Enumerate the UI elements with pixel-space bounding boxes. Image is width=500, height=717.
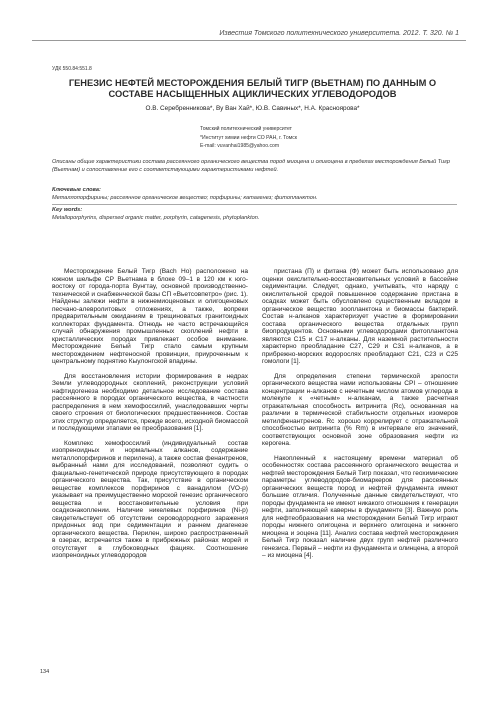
- affiliation-email: E-mail: vuvanhai1985@yahoo.com: [200, 143, 280, 150]
- udk-code: УДК 550.84:551.8: [52, 66, 92, 72]
- running-header: [0, 26, 500, 40]
- keywords-en-title: Key words:: [52, 207, 83, 214]
- keywords-block: [52, 187, 457, 222]
- journal-title: Известия Томского политехнического университета. 2012. Т. 320. № 1: [219, 30, 459, 37]
- paper-title: ГЕНЕЗИС НЕФТЕЙ МЕСТОРОЖДЕНИЯ БЕЛЫЙ ТИГР (ВЬЕТНАМ) ПО ДАННЫМ О СОСТАВЕ НАСЫЩЕННЫХ АЦИКЛИЧЕСКИХ УГЛЕВОДОРОДОВ: [68, 78, 437, 99]
- keywords-ru: Металлопорфирины; рассеянное органическое вещество; порфирины; катагенез; фитопланктон.: [52, 195, 457, 206]
- header-rule: [32, 40, 466, 41]
- paragraph: Накопленный к настоящему времени материал об особенностях состава рассеянного органического вещества и нефтей месторождения Белый Тигр показал, что геохимические параметры углеводородов-биомаркеров для рассеянных органических веществ пород и нефтей фундамента имеют большие отличия. Полученные данные свидетельствуют, что породы фундамента не имеют никакого отношения к генерации нефти, заполняющей каверны в фундаменте [3]. Важную роль для нефтеобразования на месторождении Белый Тигр играют породы нижнего олигоцена и верхнего олигоцена и нижнего миоцена и эоцена [11]. Анализ состава нефтей месторождения Белый Тигр показал наличие двух групп нефтей различного генезиса. Первый – нефти из фундамента и олинцена, а второй – из миоцена [4].: [262, 454, 458, 559]
- affiliation: [200, 125, 360, 151]
- left-column: [52, 268, 248, 560]
- authors: О.В. Серебренникова*, Ву Ван Хай*, Ю.В. Савиных*, Н.А. Красноярова*: [145, 105, 360, 112]
- page-number: 134: [40, 669, 50, 675]
- abstract: Описаны общие характеристики состава рассеянного органического вещества пород миоцена и олигоцена в пределах месторождения Белый Тигр (Вьетнам) и сопоставление его с соответствующими характеристиками нефтей.: [52, 159, 451, 173]
- affiliation-institute: *Институт химии нефти СО РАН, г. Томск: [200, 134, 297, 141]
- paragraph: пристана (П) и фитана (Ф) может быть использовано для оценки окислительно-восстановительных условий в бассейне седиментации. Следует, однако, учитывать, что наряду с окислительной средой повышенное содержание пристана в осадках может быть обусловлено существенным вкладом в органическое вещество зоопланктона и биомассы бактерий. Состав н-алканов характеризует участие в формировании состава органического вещества отдельных групп биопродуцентов. Основными углеводородами фитопланктона являются C15 и C17 н-алканы. Для наземной растительности характерно преобладание C27, C29 и C31 н-алканов, а в прибрежно-морских водорослях преобладают C21, C23 и C25 гомологи [1].: [262, 268, 458, 365]
- affiliation-university: Томский политехнический университет: [200, 126, 292, 132]
- keywords-ru-title: Ключевые слова:: [52, 187, 101, 193]
- paragraph: Месторождение Белый Тигр (Bach Ho) расположено на южном шельфе СР Вьетнама в блоке 09–1 в 120 км к юго-востоку от города-порта Вунгтау, основной производственно-технической и снабженческой базы СП «Вьетсовпетро» (рис. 1). Найдены залежи нефти в нижнемиоценовых и олигоценовых песчано-алевролитовых отложениях, а также, вопреки предварительным ожиданиям в трещиноватых гранитоидных коллекторах фундамента. Отнюдь не часто встречающийся случай обнаружения промышленных скоплений нефти в кристаллических породах привлекает особое внимание. Месторождение Белый Тигр стало самым крупным месторождением нефтеносной провинции, приуроченным к центральному поднятию Кыулонгской впадины.: [52, 268, 248, 365]
- paragraph: Для определения степени термической зрелости органического вещества нами использованы CPI – отношение концентрации н-алканов с нечетным числом атомов углерода в молекуле к «четным» н-алканам, а также расчетная отражательная способность витринита (Rc), основанная на различии в термической стабильности отдельных изомеров метилфенантренов. Rc хорошо коррелирует с отражательной способностью витринита (% Rm) в интервале его значений, соответствующих основной зоне образования нефти из керогена.: [262, 372, 458, 447]
- paragraph: Комплекс хемофоссилий (индивидуальный состав изопреноидных и нормальных алканов, содержание металлопорфиринов и перилена), а также состав фенантренов, выбранный нами для исследований, позволяют судить о фациально-генетической природе присутствующего в породах органического вещества. Так, присутствие в органическом веществе комплексов порфиринов с ванадилом (VO-p) указывает на преимущественно морской генезис органического вещества и восстановительные условия при осадконакоплении. Наличие никелевых порфиринов (Ni-p) свидетельствует об отсутствии сероводородного заражения придонных вод при седиментации и раннем диагенезе органического вещества. Перилен, широко распространенный в озерах, встречается также в прибрежных районах морей и отсутствует в глубоководных фациях. Соотношение изопреноидных углеводородов: [52, 439, 248, 559]
- keywords-en: Metalloporphyrins, dispersed organic matter, porphyrin, catagenesis, phytoplankton.: [52, 214, 260, 221]
- paragraph: Для восстановления истории формирования в недрах Земли углеводородных скоплений, реконструкции условий нафтидогенеза необходимо детальное исследование состава рассеянного в породах органического вещества, в частности распределения в нем хемофоссилий, унаследовавших черты своего строения от биологических предшественников. Состав этих структур определяется, прежде всего, исходной биомассой и последующими этапами ее преобразования [1].: [52, 372, 249, 432]
- right-column: [262, 268, 458, 560]
